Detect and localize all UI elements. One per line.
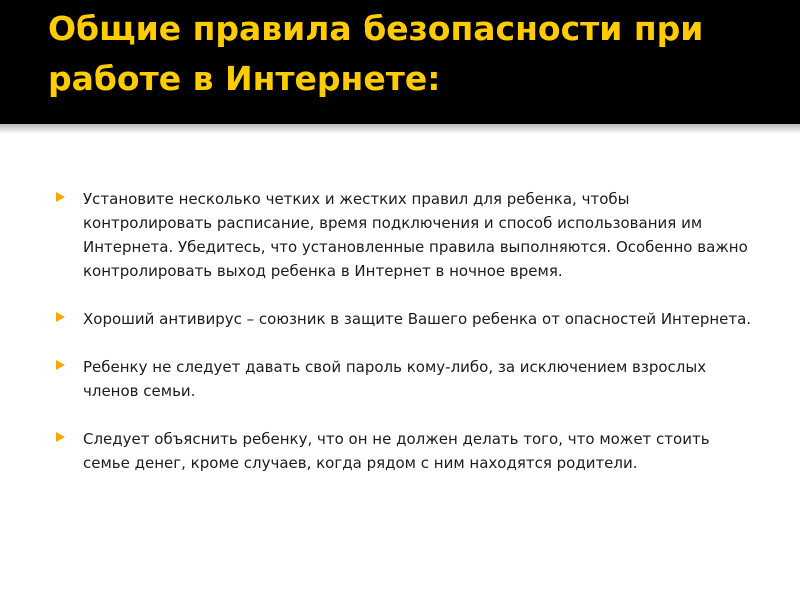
bullet-item-password (0, 355, 800, 403)
slide-title: Общие правила безопасности при работе в Интернете: (48, 9, 704, 98)
bullet-text: Ребенку не следует давать свой пароль кому-либо, за исключением взрослых членов семьи. (83, 358, 707, 400)
bullet-item-rules (0, 187, 800, 283)
triangle-bullet-icon (56, 192, 65, 202)
triangle-bullet-icon (56, 432, 65, 442)
triangle-bullet-icon (56, 312, 65, 322)
bullet-text: Установите несколько четких и жестких правил для ребенка, чтобы контролировать расписание, время подключения и способ использования им Интернета. Убедитесь, что установленные правила выполняются. Особенно важно контролировать выход ребенка в Интернет в ночное время. (83, 190, 748, 280)
bullet-text: Следует объяснить ребенку, что он не должен делать того, что может стоить семье денег, кроме случаев, когда рядом с ним находятся родители. (83, 430, 710, 472)
bullet-text: Хороший антивирус – союзник в защите Вашего ребенка от опасностей Интернета. (83, 310, 752, 328)
triangle-bullet-icon (56, 360, 65, 370)
bullet-item-antivirus (0, 307, 800, 331)
bullet-item-money (0, 427, 800, 475)
bullet-list (0, 187, 800, 499)
title-bar (0, 0, 800, 124)
title-bar-shadow (0, 124, 800, 134)
